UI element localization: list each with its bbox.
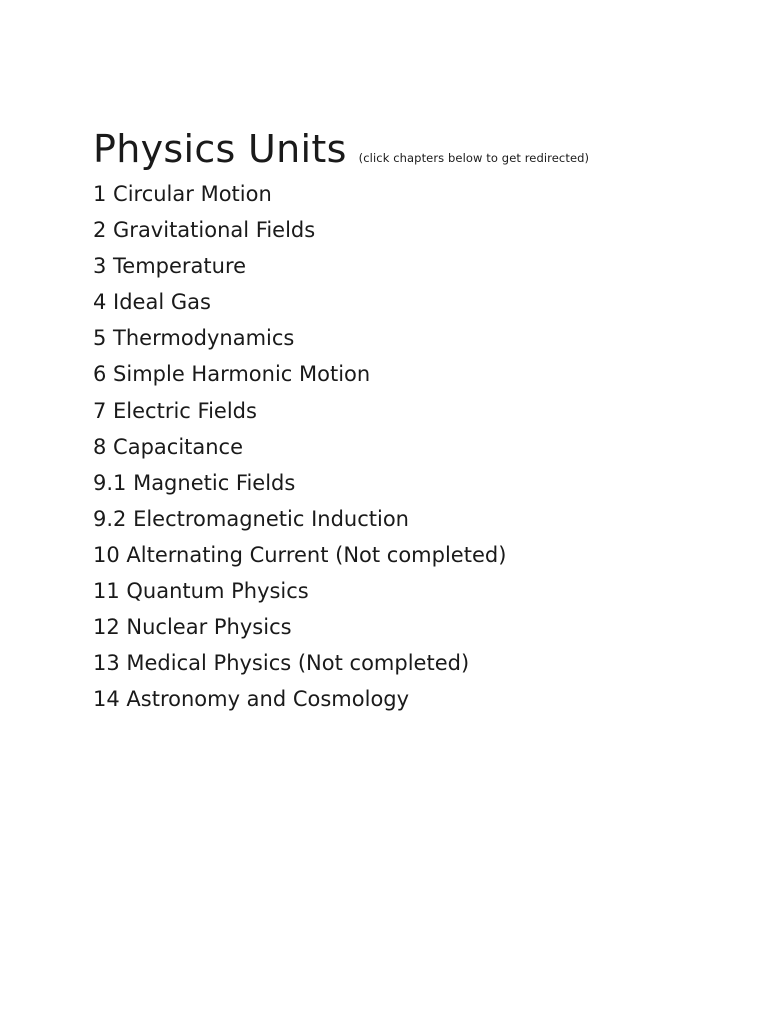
title-row — [93, 124, 748, 174]
chapter-item — [93, 537, 748, 573]
chapter-link-thermodynamics[interactable]: 5 Thermodynamics — [93, 326, 295, 351]
chapter-item — [93, 284, 748, 320]
chapter-item — [93, 681, 748, 717]
chapter-item — [93, 393, 748, 429]
chapter-link-gravitational-fields[interactable]: 2 Gravitational Fields — [93, 218, 316, 243]
chapter-item — [93, 609, 748, 645]
page-subtitle: (click chapters below to get redirected) — [358, 151, 590, 165]
chapter-link-quantum-physics[interactable]: 11 Quantum Physics — [93, 579, 309, 604]
chapter-link-astronomy-and-cosmology[interactable]: 14 Astronomy and Cosmology — [93, 687, 410, 712]
chapter-link-electromagnetic-induction[interactable]: 9.2 Electromagnetic Induction — [93, 506, 409, 531]
chapter-item — [93, 176, 748, 212]
chapter-item — [93, 501, 748, 537]
chapter-item — [93, 356, 748, 392]
chapter-item — [93, 212, 748, 248]
chapter-item — [93, 573, 748, 609]
chapter-list — [93, 176, 748, 717]
chapter-link-medical-physics[interactable]: 13 Medical Physics (Not completed) — [93, 651, 470, 676]
chapter-item — [93, 645, 748, 681]
chapter-item — [93, 248, 748, 284]
chapter-item — [93, 465, 748, 501]
chapter-item — [93, 429, 748, 465]
page-title: Physics Units — [93, 127, 347, 171]
chapter-link-electric-fields[interactable]: 7 Electric Fields — [93, 398, 257, 423]
chapter-link-temperature[interactable]: 3 Temperature — [93, 254, 247, 279]
chapter-link-nuclear-physics[interactable]: 12 Nuclear Physics — [93, 615, 292, 640]
chapter-link-simple-harmonic-motion[interactable]: 6 Simple Harmonic Motion — [93, 362, 371, 387]
chapter-link-circular-motion[interactable]: 1 Circular Motion — [93, 182, 272, 206]
document-page — [93, 124, 748, 717]
chapter-link-alternating-current[interactable]: 10 Alternating Current (Not completed) — [93, 542, 507, 567]
chapter-link-capacitance[interactable]: 8 Capacitance — [93, 434, 244, 459]
chapter-link-magnetic-fields[interactable]: 9.1 Magnetic Fields — [93, 470, 296, 495]
chapter-link-ideal-gas[interactable]: 4 Ideal Gas — [93, 290, 211, 315]
chapter-item — [93, 320, 748, 356]
